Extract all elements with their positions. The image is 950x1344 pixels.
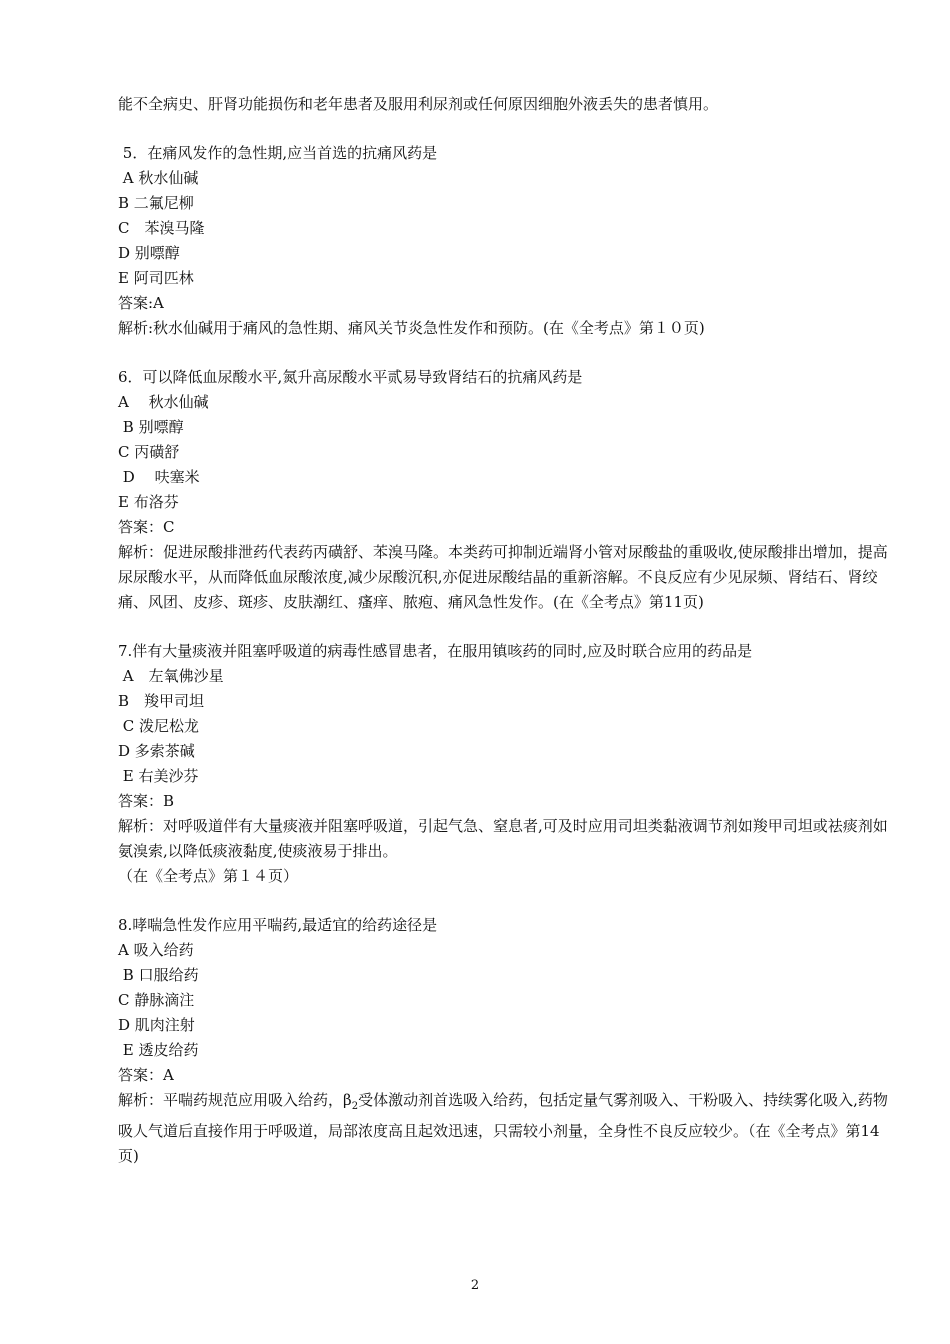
analysis bbox=[118, 1088, 888, 1169]
option-c: C 泼尼松龙 bbox=[118, 717, 200, 735]
question-5 bbox=[118, 141, 888, 341]
question-stem: 8.哮喘急性发作应用平喘药,最适宜的给药途径是 bbox=[118, 916, 438, 934]
analysis: 解析:秋水仙碱用于痛风的急性期、痛风关节炎急性发作和预防。(在《全考点》第１０页) bbox=[118, 319, 705, 337]
option-b: B 别嘌醇 bbox=[118, 418, 184, 436]
analysis-subscript: 2 bbox=[351, 1101, 359, 1112]
option-b: B 口服给药 bbox=[118, 966, 199, 984]
option-c: C 苯溴马隆 bbox=[118, 219, 205, 237]
answer: 答案：A bbox=[118, 1066, 174, 1084]
option-b: B 羧甲司坦 bbox=[118, 692, 205, 710]
option-e: E 右美沙芬 bbox=[118, 767, 199, 785]
option-d: D 别嘌醇 bbox=[118, 244, 180, 262]
document-body bbox=[118, 92, 888, 1169]
analysis-text-post: 受体激动剂首选吸入给药，包括定量气雾剂吸入、干粉吸入、持续雾化吸入,药物吸人气道后直接作用于呼吸道，局部浓度高且起效迅速，只需较小剂量，全身性不良反应较少。（在《全考点》第14页) bbox=[118, 1091, 888, 1165]
option-b: B 二氟尼柳 bbox=[118, 194, 194, 212]
question-7 bbox=[118, 639, 888, 889]
analysis: 解析：促进尿酸排泄药代表药丙磺舒、苯溴马隆。本类药可抑制近端肾小管对尿酸盐的重吸收,使尿酸排出增加，提高尿尿酸水平，从而降低血尿酸浓度,减少尿酸沉积,亦促进尿酸结晶的重新溶解。不良反应有少见尿频、肾结石、肾绞痛、风团、皮疹、斑疹、皮肤潮红、瘙痒、脓疱、痛风急性发作。(在《全考点》第11页) bbox=[118, 543, 888, 611]
option-a: A 吸入给药 bbox=[118, 941, 194, 959]
option-e: E 布洛芬 bbox=[118, 493, 179, 511]
answer: 答案：C bbox=[118, 518, 175, 536]
option-a: A 秋水仙碱 bbox=[118, 393, 209, 411]
answer: 答案:A bbox=[118, 294, 164, 312]
option-a: A 左氧佛沙星 bbox=[118, 667, 224, 685]
option-e: E 阿司匹林 bbox=[118, 269, 194, 287]
question-stem: 5．在痛风发作的急性期,应当首选的抗痛风药是 bbox=[118, 144, 438, 162]
analysis: 解析：对呼吸道伴有大量痰液并阻塞呼吸道，引起气急、窒息者,可及时应用司坦类黏液调节剂如羧甲司坦或祛痰剂如氨溴索,以降低痰液黏度,使痰液易于排出。 bbox=[118, 817, 888, 860]
option-d: D 多索茶碱 bbox=[118, 742, 195, 760]
question-stem: 6．可以降低血尿酸水平,氮升高尿酸水平贰易导致肾结石的抗痛风药是 bbox=[118, 368, 583, 386]
option-a: A 秋水仙碱 bbox=[118, 169, 199, 187]
option-c: C 丙磺舒 bbox=[118, 443, 180, 461]
option-d: D 呋塞米 bbox=[118, 468, 200, 486]
option-d: D 肌肉注射 bbox=[118, 1016, 195, 1034]
intro-text: 能不全病史、肝肾功能损伤和老年患者及服用利尿剂或任何原因细胞外液丢失的患者慎用。 bbox=[118, 95, 719, 113]
question-stem: 7.伴有大量痰液并阻塞呼吸道的病毒性感冒患者，在服用镇咳药的同时,应及时联合应用的药品是 bbox=[118, 642, 753, 660]
option-c: C 静脉滴注 bbox=[118, 991, 195, 1009]
analysis-text-pre: 解析：平喘药规范应用吸入给药，β bbox=[118, 1091, 352, 1109]
answer: 答案：B bbox=[118, 792, 175, 810]
reference-note: （在《全考点》第１４页） bbox=[118, 867, 299, 885]
page-number: 2 bbox=[470, 1278, 480, 1293]
option-e: E 透皮给药 bbox=[118, 1041, 199, 1059]
question-8 bbox=[118, 913, 888, 1169]
question-6 bbox=[118, 365, 888, 615]
